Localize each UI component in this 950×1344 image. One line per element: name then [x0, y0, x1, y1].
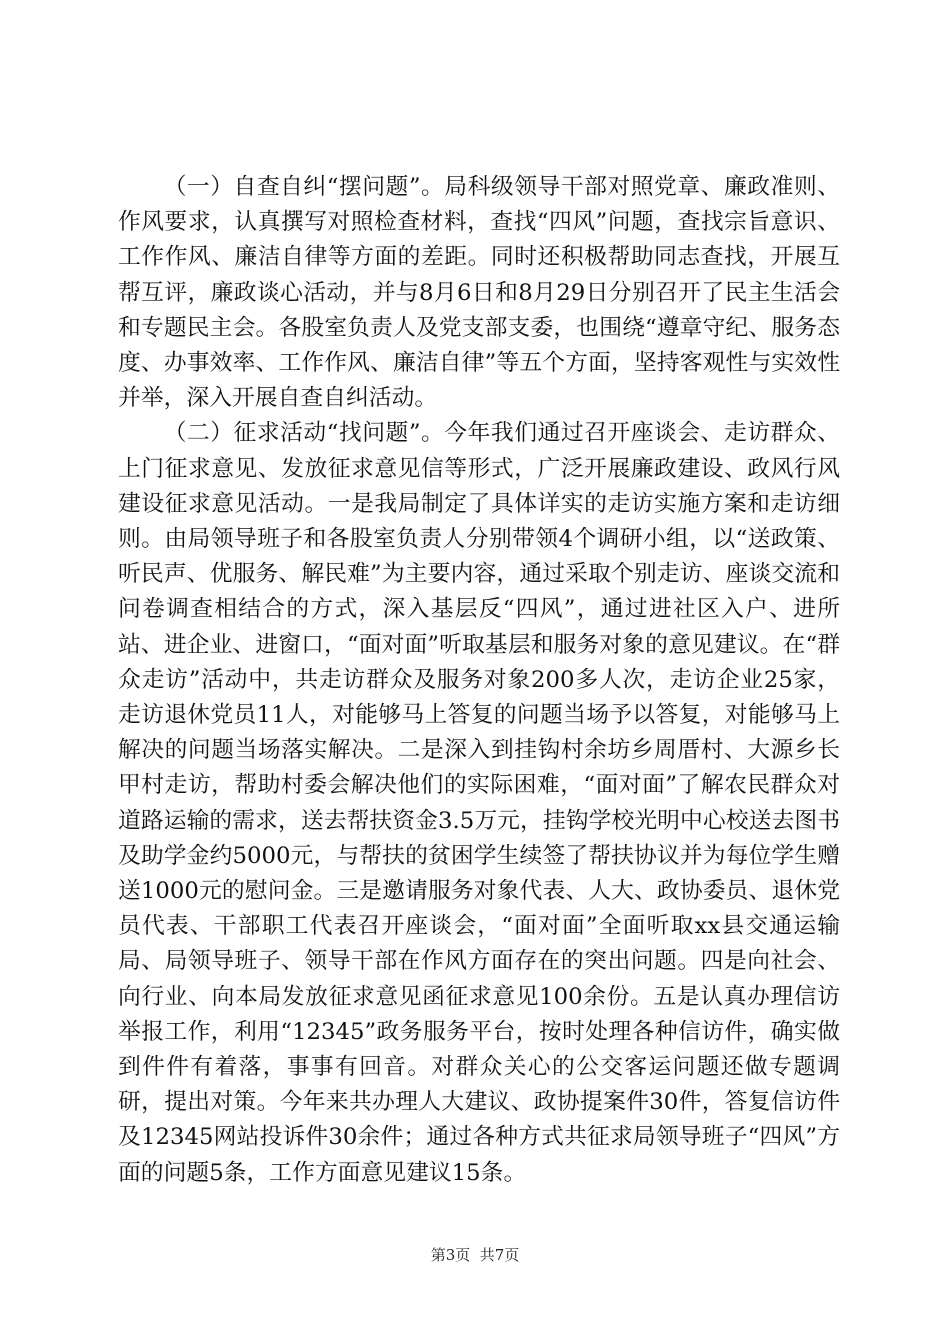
page-footer: 第3页 共7页: [430, 1246, 520, 1264]
paragraph-self-inspection: （一）自查自纠“摆问题”。局科级领导干部对照党章、廉政准则、作风要求，认真撰写对照检查材料，查找“四风”问题，查找宗旨意识、工作作风、廉洁自律等方面的差距。同时还积极帮助同志查找，开展互帮互评，廉政谈心活动，并与8月6日和8月29日分别召开了民主生活会和专题民主会。各股室负责人及党支部支委，也围绕“遵章守纪、服务态度、办事效率、工作作风、廉洁自律”等五个方面，坚持客观性与实效性并举，深入开展自查自纠活动。: [118, 174, 840, 412]
document-body: [118, 170, 840, 1191]
paragraph-soliciting-opinions: （二）征求活动“找问题”。今年我们通过召开座谈会、走访群众、上门征求意见、发放征求意见信等形式，广泛开展廉政建设、政风行风建设征求意见活动。一是我局制定了具体详实的走访实施方案和走访细则。由局领导班子和各股室负责人分别带领4个调研小组，以“送政策、听民声、优服务、解民难”为主要内容，通过采取个别走访、座谈交流和问卷调查相结合的方式，深入基层反“四风”，通过进社区入户、进所站、进企业、进窗口，“面对面”听取基层和服务对象的意见建议。在“群众走访”活动中，共走访群众及服务对象200多人次，走访企业25家，走访退休党员11人，对能够马上答复的问题当场予以答复，对能够马上解决的问题当场落实解决。二是深入到挂钩村余坊乡周厝村、大源乡长甲村走访，帮助村委会解决他们的实际困难，“面对面”了解农民群众对道路运输的需求，送去帮扶资金3.5万元，挂钩学校光明中心校送去图书及助学金约5000元，与帮扶的贫困学生续签了帮扶协议并为每位学生赠送1000元的慰问金。三是邀请服务对象代表、人大、政协委员、退休党员代表、干部职工代表召开座谈会，“面对面”全面听取xx县交通运输局、局领导班子、领导干部在作风方面存在的突出问题。四是向社会、向行业、向本局发放征求意见函征求意见100余份。五是认真办理信访举报工作，利用“12345”政务服务平台，按时处理各种信访件，确实做到件件有着落，事事有回音。对群众关心的公交客运问题还做专题调研，提出对策。今年来共办理人大建议、政协提案件30件，答复信访件及12345网站投诉件30余件；通过各种方式共征求局领导班子“四风”方面的问题5条，工作方面意见建议15条。: [118, 420, 840, 1186]
